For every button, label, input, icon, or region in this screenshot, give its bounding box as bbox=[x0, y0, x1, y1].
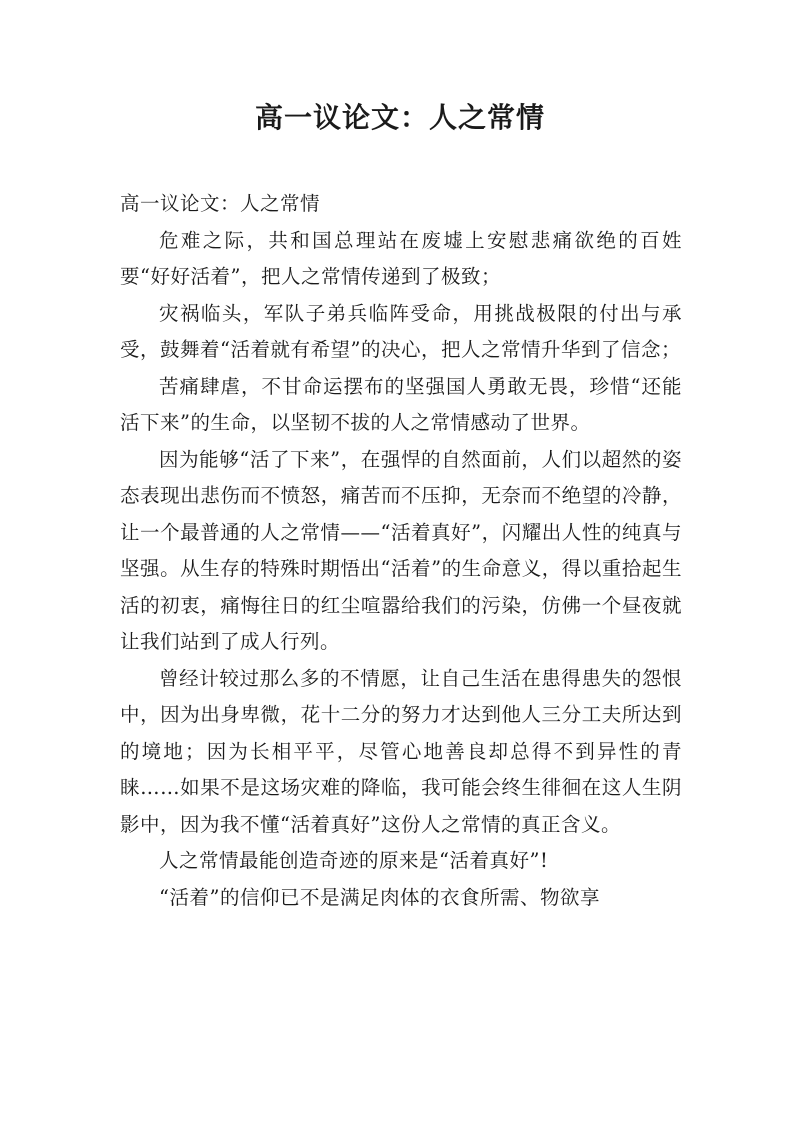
paragraph: 危难之际，共和国总理站在废墟上安慰悲痛欲绝的百姓要“好好活着”，把人之常情传递到了极致； bbox=[120, 228, 682, 288]
document-subheading: 高一议论文：人之常情 bbox=[120, 192, 321, 215]
paragraph: 苦痛肆虐，不甘命运摆布的坚强国人勇敢无畏，珍惜“还能活下来”的生命，以坚韧不拔的人之常情感动了世界。 bbox=[120, 374, 682, 434]
paragraph: 曾经计较过那么多的不情愿，让自己生活在患得患失的怨恨中，因为出身卑微，花十二分的努力才达到他人三分工夫所达到的境地；因为长相平平，尽管心地善良却总得不到异性的青睐……如果不是这场灾难的降临，我可能会终生徘徊在这人生阴影中，因为我不懂“活着真好”这份人之常情的真正含义。 bbox=[120, 666, 682, 836]
document-title: 高一议论文：人之常情 bbox=[254, 101, 545, 134]
paragraph: 因为能够“活了下来”，在强悍的自然面前，人们以超然的姿态表现出悲伤而不愤怒，痛苦而不压抑，无奈而不绝望的冷静，让一个最普通的人之常情——“活着真好”，闪耀出人性的纯真与坚强。从生存的特殊时期悟出“活着”的生命意义，得以重拾起生活的初衷，痛悔往日的红尘喧嚣给我们的污染，仿佛一个昼夜就让我们站到了成人行列。 bbox=[120, 447, 682, 653]
document-body bbox=[120, 186, 682, 916]
paragraph: “活着”的信仰已不是满足肉体的衣食所需、物欲享 bbox=[159, 885, 600, 909]
paragraph: 人之常情最能创造奇迹的原来是“活着真好”! bbox=[159, 849, 549, 872]
paragraph: 灾祸临头，军队子弟兵临阵受命，用挑战极限的付出与承受，鼓舞着“活着就有希望”的决心，把人之常情升华到了信念； bbox=[120, 301, 682, 361]
